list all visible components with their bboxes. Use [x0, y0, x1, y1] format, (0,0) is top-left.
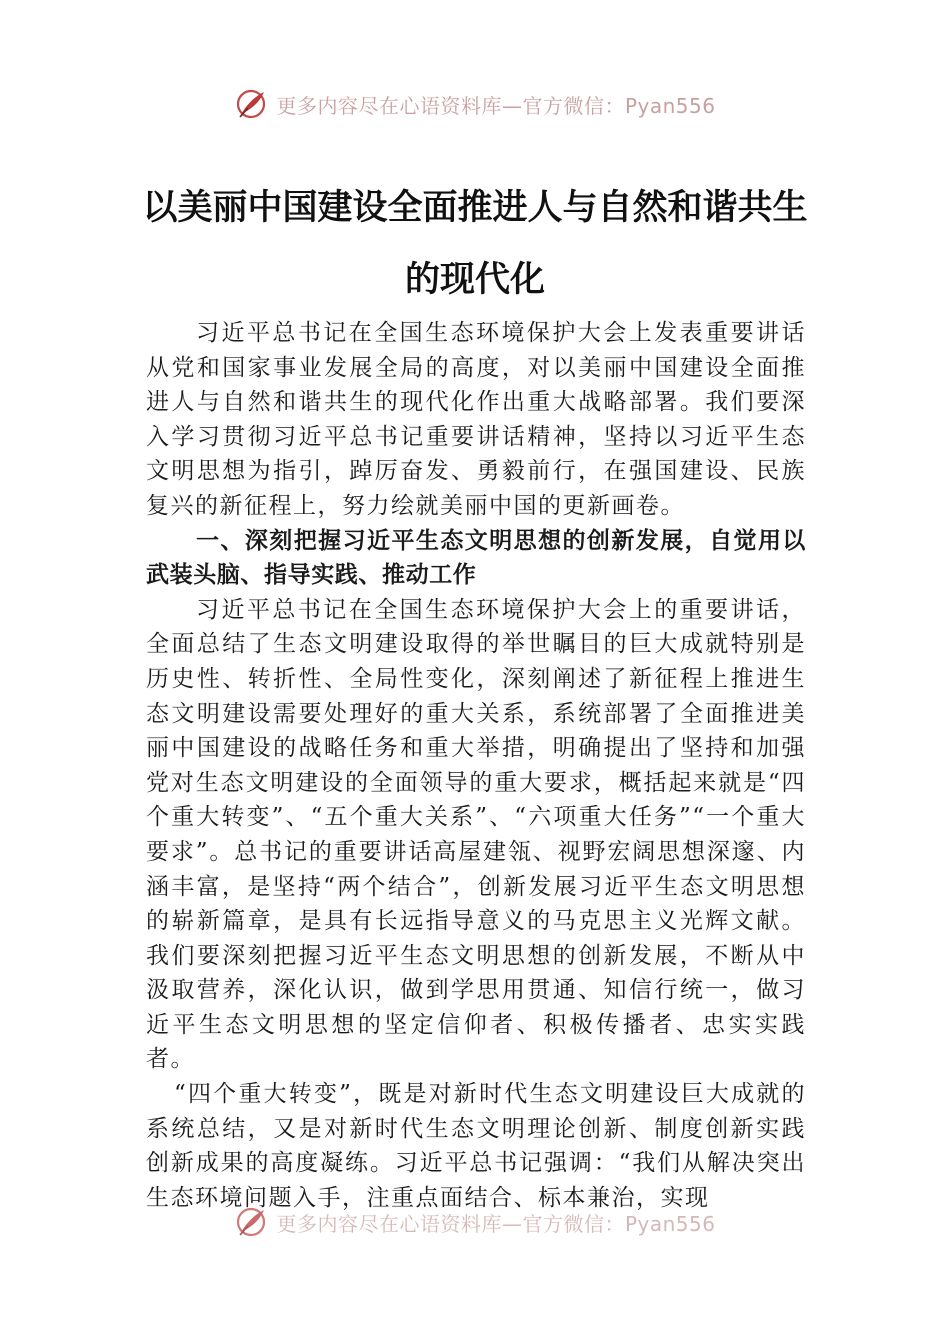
watermark-text: 更多内容尽在心语资料库—官方微信：Pyan556: [276, 93, 716, 118]
document-body: [146, 316, 806, 1215]
paragraph: 习近平总书记在全国生态环境保护大会上发表重要讲话从党和国家事业发展全局的高度，对以美丽中国建设全面推进人与自然和谐共生的现代化作出重大战略部署。我们要深入学习贯彻习近平总书记重要讲话精神，坚持以习近平生态文明思想为指引，踔厉奋发、勇毅前行，在强国建设、民族复兴的新征程上，努力绘就美丽中国的更新画卷。: [146, 320, 806, 519]
watermark-footer: [0, 1202, 950, 1242]
feather-pen-logo-icon: [234, 1205, 268, 1239]
paragraph: “四个重大转变”，既是对新时代生态文明建设巨大成就的系统总结，又是对新时代生态文明理论创新、制度创新实践创新成果的高度凝练。习近平总书记强调：“我们从解决突出生态环境问题入手，注重点面结合、标本兼治，实现: [146, 1081, 806, 1211]
feather-pen-logo-icon: [234, 87, 268, 121]
watermark-text: 更多内容尽在心语资料库—官方微信：Pyan556: [276, 1211, 716, 1236]
section-heading: 一、深刻把握习近平生态文明思想的创新发展，自觉用以武装头脑、指导实践、推动工作: [146, 527, 806, 589]
document-title: 以美丽中国建设全面推进人与自然和谐共生的现代化: [142, 187, 808, 300]
paragraph: 习近平总书记在全国生态环境保护大会上的重要讲话，全面总结了生态文明建设取得的举世瞩目的巨大成就特别是历史性、转折性、全局性变化，深刻阐述了新征程上推进生态文明建设需要处理好的重大关系，系统部署了全面推进美丽中国建设的战略任务和重大举措，明确提出了坚持和加强党对生态文明建设的全面领导的重大要求，概括起来就是“四个重大转变”、“五个重大关系”、“六项重大任务”“一个重大要求”。总书记的重要讲话高屋建瓴、视野宏阔思想深邃、内涵丰富，是坚持“两个结合”，创新发展习近平生态文明思想的崭新篇章，是具有长远指导意义的马克思主义光辉文献。我们要深刻把握习近平生态文明思想的创新发展，不断从中汲取营养，深化认识，做到学思用贯通、知信行统一，做习近平生态文明思想的坚定信仰者、积极传播者、忠实实践者。: [146, 596, 806, 1073]
watermark-header: [0, 84, 950, 124]
